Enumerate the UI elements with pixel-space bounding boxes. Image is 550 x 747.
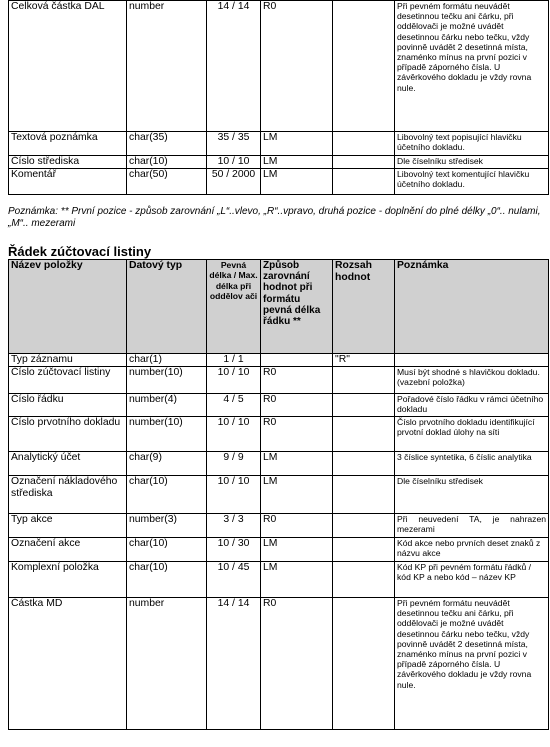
table-row <box>9 538 549 562</box>
field-type: char(10) <box>127 476 207 514</box>
field-note: Libovolný text popisující hlavičku účetního dokladu. <box>395 132 549 156</box>
field-name: Číslo prvotního dokladu <box>9 417 127 452</box>
field-note: Při pevném formátu neuvádět desetinnou tečku ani čárku, při oddělovači je možné uvádět desetinnou čárku nebo tečku, vždy povinně uvádět 2 desetinná místa, znaménko mínus na první pozici v případě záporného čísla. U závěrkového dokladu je vždy rovna nule. <box>395 598 549 730</box>
field-note: Dle číselníku středisek <box>395 476 549 514</box>
field-range <box>333 562 395 598</box>
column-header-type: Datový typ <box>127 260 207 354</box>
column-header-name: Název položky <box>9 260 127 354</box>
field-type: number <box>127 1 207 132</box>
column-header-length: Pevná délka / Max. délka při oddělov ači <box>207 260 261 354</box>
field-range <box>333 156 395 169</box>
field-name: Číslo zúčtovací listiny <box>9 367 127 394</box>
table-row <box>9 132 549 156</box>
field-name: Komplexní položka <box>9 562 127 598</box>
column-header-alignment: Způsob zarovnání hodnot při formátu pevná délka řádku ** <box>261 260 333 354</box>
field-length: 1 / 1 <box>207 354 261 367</box>
field-type: number <box>127 598 207 730</box>
field-alignment: LM <box>261 476 333 514</box>
field-range <box>333 367 395 394</box>
field-range <box>333 598 395 730</box>
field-length: 10 / 10 <box>207 156 261 169</box>
field-alignment: LM <box>261 169 333 195</box>
table-row <box>9 354 549 367</box>
table-row <box>9 417 549 452</box>
field-alignment: R0 <box>261 394 333 417</box>
field-range <box>333 476 395 514</box>
table-row <box>9 598 549 730</box>
field-note: Číslo prvotního dokladu identifikující prvotní doklad úlohy na síti <box>395 417 549 452</box>
table-row <box>9 169 549 195</box>
field-alignment: LM <box>261 156 333 169</box>
field-alignment: R0 <box>261 598 333 730</box>
field-length: 50 / 2000 <box>207 169 261 195</box>
table-row <box>9 1 549 132</box>
field-name: Částka MD <box>9 598 127 730</box>
field-type: number(3) <box>127 514 207 538</box>
field-type: char(10) <box>127 538 207 562</box>
table-row <box>9 514 549 538</box>
field-alignment: R0 <box>261 367 333 394</box>
field-type: char(10) <box>127 562 207 598</box>
field-name: Označení nákladového střediska <box>9 476 127 514</box>
footnote: Poznámka: ** První pozice - způsob zarovnání „L“..vlevo, „R“..vpravo, druhá pozice - doplnění do plné délky „0“.. nulami, „M“.. mezerami <box>8 206 541 229</box>
field-range <box>333 417 395 452</box>
field-note: Při pevném formátu neuvádět desetinnou tečku ani čárku, při oddělovači je možné uvádět desetinnou čárku nebo tečku, vždy povinně uvádět 2 desetinná místa, znaménko mínus na první pozici v případě záporného čísla. U závěrkového dokladu je vždy rovna nule. <box>395 1 549 132</box>
column-header-range: Rozsah hodnot <box>333 260 395 354</box>
field-type: char(1) <box>127 354 207 367</box>
ledger-row-fields-table <box>8 259 549 730</box>
field-type: char(10) <box>127 156 207 169</box>
table-row <box>9 476 549 514</box>
field-note: Kód akce nebo prvních deset znaků z názvu akce <box>395 538 549 562</box>
field-name: Číslo střediska <box>9 156 127 169</box>
table-row <box>9 367 549 394</box>
field-note: Pořadové číslo řádku v rámci účetního dokladu <box>395 394 549 417</box>
table-row <box>9 562 549 598</box>
field-alignment: R0 <box>261 514 333 538</box>
header-fields-table-continued <box>8 0 549 195</box>
field-name: Číslo řádku <box>9 394 127 417</box>
field-range <box>333 452 395 476</box>
field-alignment: LM <box>261 538 333 562</box>
field-note: 3 číslice syntetika, 6 číslic analytika <box>395 452 549 476</box>
field-type: char(50) <box>127 169 207 195</box>
field-range: "R" <box>333 354 395 367</box>
field-alignment: LM <box>261 452 333 476</box>
field-name: Označení akce <box>9 538 127 562</box>
field-range <box>333 394 395 417</box>
field-note <box>395 354 549 367</box>
field-length: 14 / 14 <box>207 598 261 730</box>
field-type: number(10) <box>127 417 207 452</box>
field-length: 10 / 10 <box>207 476 261 514</box>
field-alignment: R0 <box>261 1 333 132</box>
table-row <box>9 156 549 169</box>
field-alignment: LM <box>261 132 333 156</box>
field-range <box>333 514 395 538</box>
field-length: 3 / 3 <box>207 514 261 538</box>
section-title: Řádek zúčtovací listiny <box>8 244 152 259</box>
field-alignment: LM <box>261 562 333 598</box>
field-note: Libovolný text komentující hlavičku účetního dokladu. <box>395 169 549 195</box>
field-name: Typ akce <box>9 514 127 538</box>
table-header-row <box>9 260 549 354</box>
field-type: number(4) <box>127 394 207 417</box>
field-length: 35 / 35 <box>207 132 261 156</box>
field-range <box>333 169 395 195</box>
field-type: char(35) <box>127 132 207 156</box>
field-name: Celková částka DAL <box>9 1 127 132</box>
field-name: Komentář <box>9 169 127 195</box>
field-length: 10 / 10 <box>207 417 261 452</box>
field-note: Při neuvedení TA, je nahrazen mezerami <box>395 514 549 538</box>
field-length: 9 / 9 <box>207 452 261 476</box>
field-name: Typ záznamu <box>9 354 127 367</box>
field-length: 10 / 45 <box>207 562 261 598</box>
column-header-note: Poznámka <box>395 260 549 354</box>
field-length: 10 / 10 <box>207 367 261 394</box>
field-note: Dle číselníku středisek <box>395 156 549 169</box>
field-length: 4 / 5 <box>207 394 261 417</box>
table-row <box>9 394 549 417</box>
field-alignment: R0 <box>261 417 333 452</box>
field-type: char(9) <box>127 452 207 476</box>
field-length: 14 / 14 <box>207 1 261 132</box>
field-name: Textová poznámka <box>9 132 127 156</box>
field-name: Analytický účet <box>9 452 127 476</box>
field-note: Kód KP při pevném formátu řádků / kód KP a nebo kód – název KP <box>395 562 549 598</box>
field-length: 10 / 30 <box>207 538 261 562</box>
field-alignment <box>261 354 333 367</box>
field-type: number(10) <box>127 367 207 394</box>
field-range <box>333 1 395 132</box>
field-note: Musí být shodné s hlavičkou dokladu. (vazební položka) <box>395 367 549 394</box>
field-range <box>333 132 395 156</box>
field-range <box>333 538 395 562</box>
table-row <box>9 452 549 476</box>
